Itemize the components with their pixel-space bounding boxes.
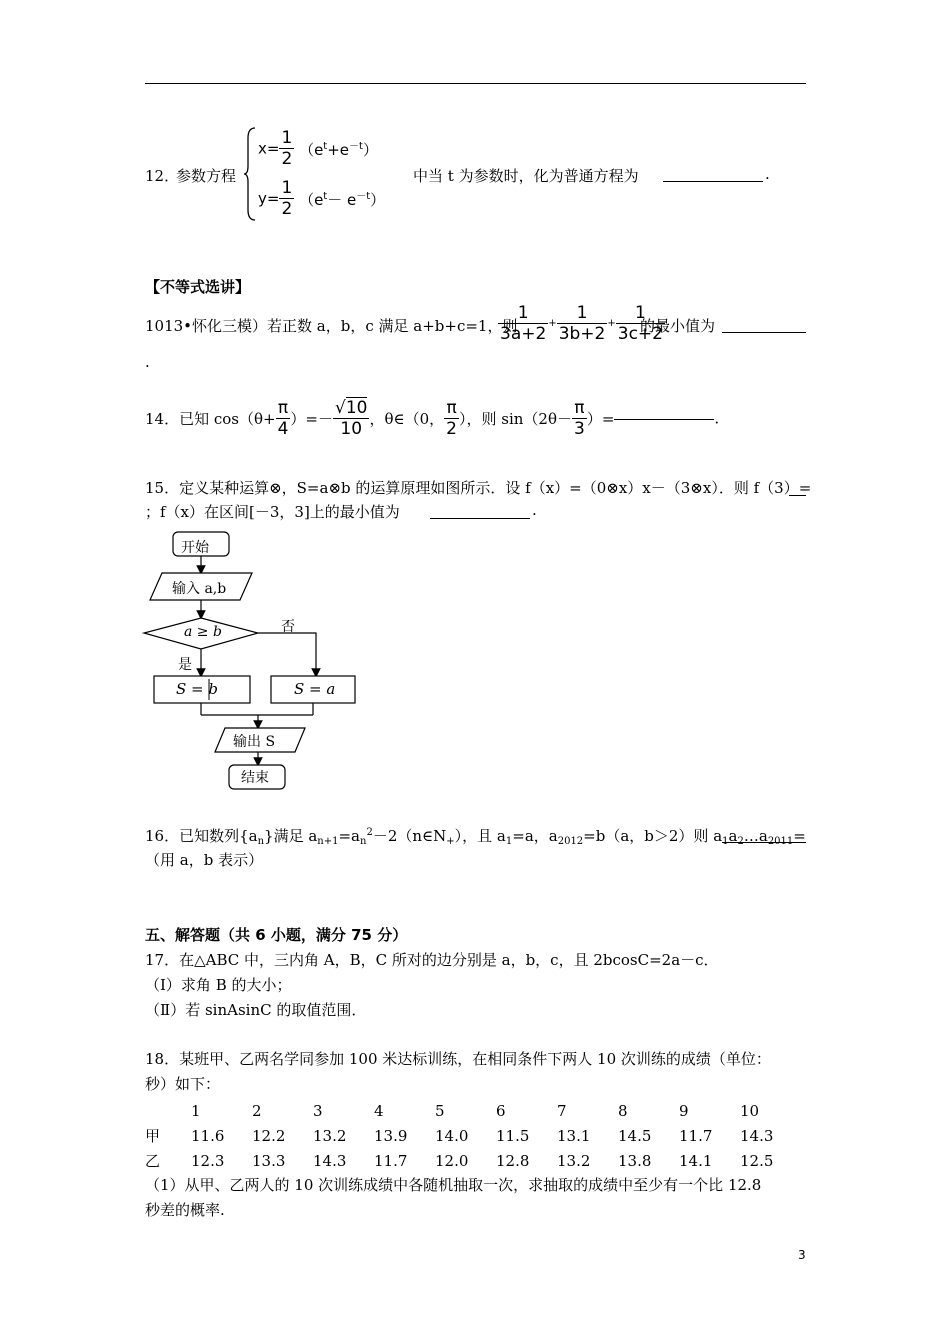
flow-assign-b-label: S = b: [176, 680, 218, 698]
q16-line1: 16．已知数列$\{a_n\}$满足 $a_{n+1}=a_n^2-2(n\in N_+)$，且 $a_1=a$，$a_{2012}=b(a$，b＞2）则 $a_1a_2\dots a_{2011}=$: [145, 827, 806, 847]
question-14: 14．已知 cos（θ+ $\frac{\pi}{4}$ ）=－ $\frac{√10}{10}$ ，θ∈（0， $\frac{\pi}{2}$ ），则 sin（2θ－ $\frac{\pi}{3}$ ）= .: [145, 398, 720, 439]
q12-x-equation: x= $\frac{1}{2}$ $(e^t+e^{-t})$: [258, 128, 378, 169]
flow-condition-label: a ≥ b: [184, 624, 222, 640]
q16-answer-blank: [722, 841, 806, 843]
section-inequality-title: 【不等式选讲】: [145, 278, 251, 296]
table-row: 乙 12.3 13.3 14.3 11.7 12.0 12.8 13.2 13.8 14.1 12.5: [145, 1151, 774, 1170]
q13-prefix: 1013•怀化三模）若正数 a，b，c 满足 a+b+c=1，则: [145, 317, 518, 335]
q18-line1: 18．某班甲、乙两名学同参加 100 米达标训练，在相同条件下两人 10 次训练的成绩（单位：: [145, 1050, 771, 1068]
brace-icon: [243, 126, 257, 222]
q13-answer-blank: [722, 331, 806, 333]
page-number: 3: [798, 1248, 806, 1262]
q12-number: 12．: [145, 167, 180, 185]
table-row: 1 2 3 4 5 6 7 8 9 10: [191, 1101, 760, 1120]
q16-line2: （用 a，b 表示）: [145, 851, 264, 869]
q14-answer-blank: [614, 418, 714, 420]
q18-line3: （1）从甲、乙两人的 10 次训练成绩中各随机抽取一次，求抽取的成绩中至少有一个比 12.8: [145, 1176, 762, 1194]
q13-end: .: [145, 353, 150, 371]
q18-score-table: [145, 1098, 801, 1173]
flow-start-label: 开始: [181, 540, 209, 556]
q18-line4: 秒差的概率.: [145, 1201, 225, 1219]
q15-answer-blank-1: [789, 494, 806, 496]
flow-yes-label: 是: [178, 657, 192, 673]
q15-end: .: [532, 501, 537, 519]
flow-output-label: 输出 S: [233, 734, 276, 750]
section-5-title: 五、解答题（共 6 小题，满分 75 分）: [145, 926, 408, 944]
q13-fraction-sum: $\frac{1}{3a+2}$ + $\frac{1}{3b+2}$ + $\frac{1}{3c+2}$: [500, 303, 663, 344]
q12-end: .: [765, 165, 770, 183]
q17-line1: 17．在△ABC 中，三内角 A，B，C 所对的边分别是 a，b，c，且 2bcosC=2a－c．: [145, 951, 719, 969]
flow-input-label: 输入 a,b: [172, 581, 227, 597]
table-row: 甲 11.6 12.2 13.2 13.9 14.0 11.5 13.1 14.5 11.7 14.3: [145, 1126, 774, 1145]
q12-prefix: 参数方程: [176, 167, 237, 185]
q17-line3: （Ⅱ）若 sinAsinC 的取值范围．: [145, 1001, 367, 1019]
q13-suffix: 的最小值为: [640, 317, 716, 335]
flow-no-label: 否: [281, 619, 295, 635]
flow-assign-a-label: S = a: [294, 680, 336, 698]
q18-line2: 秒）如下：: [145, 1075, 221, 1093]
q12-suffix: 中当 t 为参数时，化为普通方程为: [413, 167, 639, 185]
q15-line1: 15．定义某种运算⊗，S=a⊗b 的运算原理如图所示．设 f（x）=（0⊗x）x－（3⊗x）．则 f（3）=: [145, 479, 812, 497]
q12-y-equation: y= $\frac{1}{2}$ $(e^t- e^{-t})$: [258, 178, 386, 219]
q15-line2: ；f（x）在区间[－3，3]上的最小值为: [145, 503, 400, 521]
flow-end-label: 结束: [241, 770, 269, 786]
q12-answer-blank: [663, 180, 763, 182]
header-rule: [145, 83, 806, 84]
q17-line2: （Ⅰ）求角 B 的大小；: [145, 976, 292, 994]
flowchart-lines: [140, 528, 370, 796]
q15-answer-blank-2: [430, 517, 530, 519]
